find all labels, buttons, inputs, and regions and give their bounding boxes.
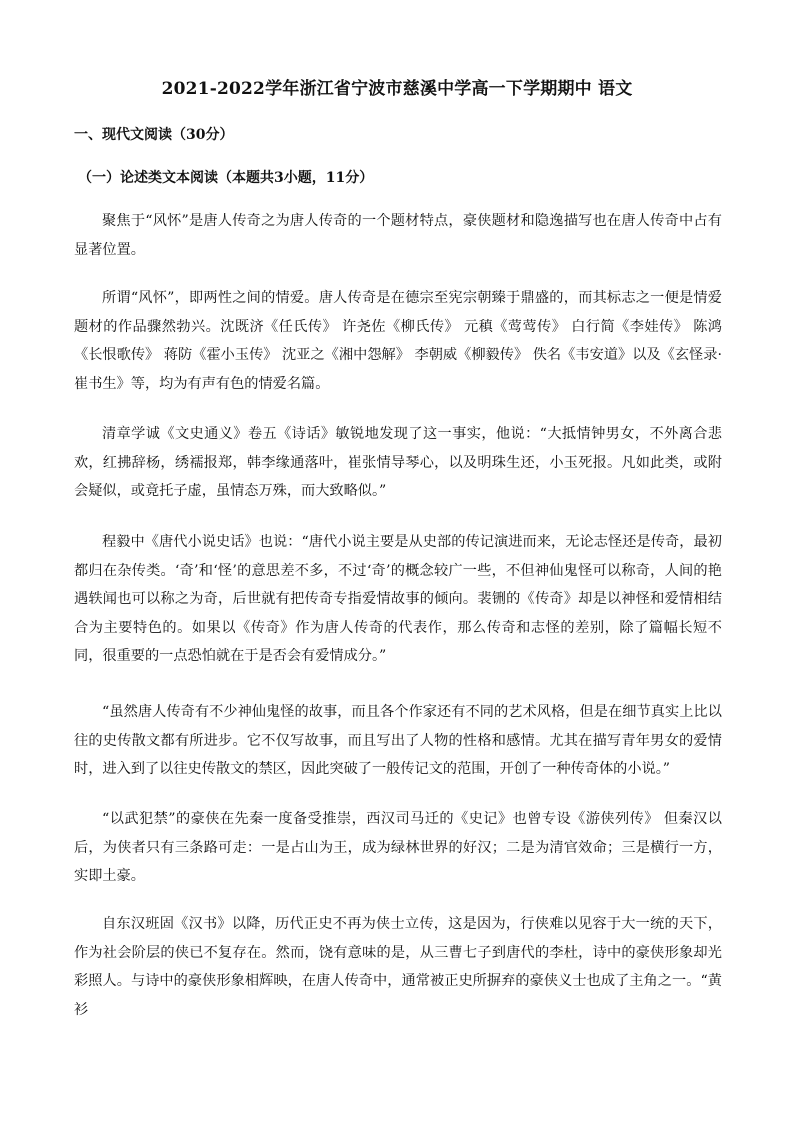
paragraph-5: “虽然唐人传奇有不少神仙鬼怪的故事，而且各个作家还有不同的艺术风格，但是在细节真实上比以往的史传散文都有所进步。它不仅写故事，而且写出了人物的性格和感情。尤其在描写青年男女的爱情时，进入到了以往史传散文的禁区，因此突破了一般传记文的范围，开创了一种传奇体的小说。” (74, 704, 722, 777)
paragraph-4: 程毅中《唐代小说史话》也说：“唐代小说主要是从史部的传记演进而来，无论志怪还是传奇，最初都归在杂传类。‘奇’和‘怪’的意思差不多，不过‘奇’的概念较广一些，不但神仙鬼怪可以称奇，人间的艳遇轶闻也可以称之为奇，后世就有把传奇专指爱情故事的倾向。裴铏的《传奇》却是以神怪和爱情相结合为主要特色的。如果以《传奇》作为唐人传奇的代表作，那么传奇和志怪的差别，除了篇幅长短不同，很重要的一点恐怕就在于是否会有爱情成分。” (74, 534, 722, 664)
paragraph-2: 所谓“风怀”，即两性之间的情爱。唐人传奇是在德宗至宪宗朝臻于鼎盛的，而其标志之一便是情爱题材的作品骤然勃兴。沈既济《任氏传》 许尧佐《柳氏传》 元稹《莺莺传》 白行简《李娃传》 陈鸿《长恨歌传》 蒋防《霍小玉传》 沈亚之《湘中怨解》 李朝威《柳毅传》 佚名《韦安道》以及《玄怪录·崔书生》等，均为有声有色的情爱名篇。 (74, 290, 722, 392)
subsection-heading: （一）论述类文本阅读（本题共3小题，11分） (78, 170, 374, 186)
paragraph-3: 清章学诚《文史通义》卷五《诗话》敏锐地发现了这一事实，他说：“大抵情钟男女，不外离合悲欢，红拂辞杨，绣襦报郑，韩李缘通落叶，崔张情导琴心，以及明珠生还，小玉死报。凡如此类，或附会疑似，或竟托子虚，虽情态万殊，而大致略似。” (74, 426, 722, 499)
section-heading: 一、现代文阅读（30分） (74, 127, 234, 143)
paragraph-6: “以武犯禁”的豪侠在先秦一度备受推崇，西汉司马迁的《史记》也曾专设《游侠列传》 但秦汉以后，为侠者只有三条路可走：一是占山为王，成为绿林世界的好汉；二是为清官效命；三是横行一方，实即土豪。 (74, 811, 722, 884)
document-title: 2021-2022学年浙江省宁波市慈溪中学高一下学期期中 语文 (161, 79, 633, 99)
paragraph-7: 自东汉班固《汉书》以降，历代正史不再为侠士立传，这是因为，行侠难以见容于大一统的天下，作为社会阶层的侠已不复存在。然而，饶有意味的是，从三曹七子到唐代的李杜，诗中的豪侠形象却光彩照人。与诗中的豪侠形象相辉映，在唐人传奇中，通常被正史所摒弃的豪侠义士也成了主角之一。“黄衫 (74, 916, 722, 1018)
paragraph-1: 聚焦于“风怀”是唐人传奇之为唐人传奇的一个题材特点，豪侠题材和隐逸描写也在唐人传奇中占有显著位置。 (74, 213, 722, 258)
